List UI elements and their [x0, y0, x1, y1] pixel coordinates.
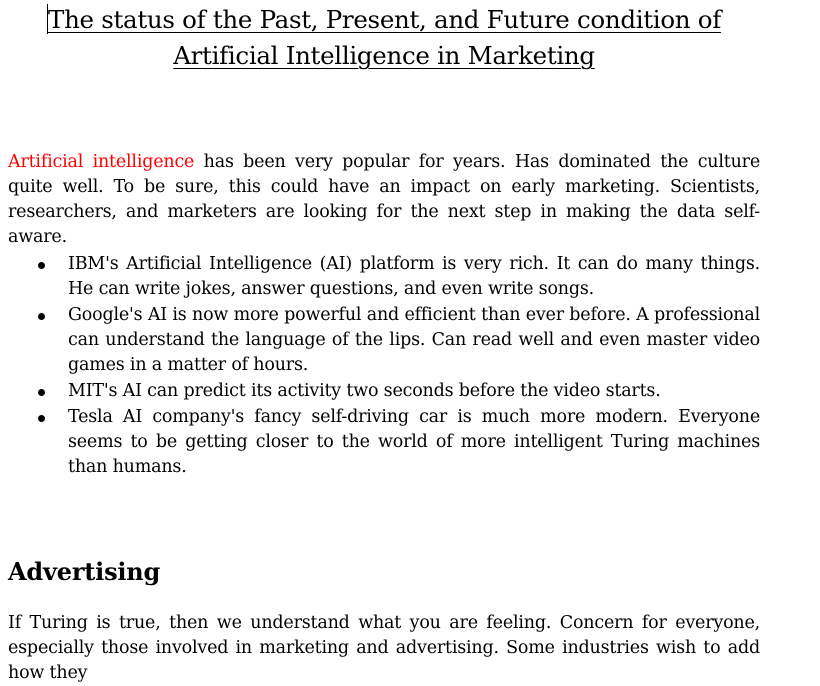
bullet-icon: [38, 415, 45, 422]
section-heading-advertising: Advertising: [8, 557, 161, 586]
list-item[interactable]: [8, 379, 760, 404]
bullet-icon: [38, 313, 45, 320]
list-item[interactable]: [8, 405, 760, 480]
advertising-paragraph[interactable]: If Turing is true, then we understand what you are feeling. Concern for everyone, especially those involved in marketing and advertising. Some industries wish to add how they: [8, 613, 760, 683]
list-item-text: MIT's AI can predict its activity two seconds before the video starts.: [68, 381, 661, 401]
list-item[interactable]: [8, 303, 760, 378]
document-title: [8, 2, 760, 74]
list-item-text: Tesla AI company's fancy self-driving car is much more modern. Everyone seems to be getting closer to the world of more intelligent Turing machines than humans.: [68, 407, 760, 477]
bullet-icon: [38, 262, 45, 269]
document-page: [8, 0, 760, 683]
bullet-list: [8, 252, 760, 481]
highlighted-term: Artificial intelligence: [8, 152, 195, 172]
title-line-1[interactable]: The status of the Past, Present, and Future condition of: [48, 5, 721, 34]
bullet-icon: [38, 389, 45, 396]
intro-paragraph[interactable]: [8, 150, 760, 250]
list-item-text: Google's AI is now more powerful and efficient than ever before. A professional can understand the language of the lips. Can read well and even master video games in a matter of hours.: [68, 305, 760, 375]
intro-text: has been very popular for years. Has dominated the culture quite well. To be sure, this could have an impact on early marketing. Scientists, researchers, and marketers are looking for the next step in making the data self-aware.: [8, 152, 760, 247]
list-item-text: IBM's Artificial Intelligence (AI) platform is very rich. It can do many things. He can write jokes, answer questions, and even write songs.: [68, 254, 760, 299]
list-item[interactable]: [8, 252, 760, 302]
title-line-2[interactable]: Artificial Intelligence in Marketing: [173, 41, 595, 70]
